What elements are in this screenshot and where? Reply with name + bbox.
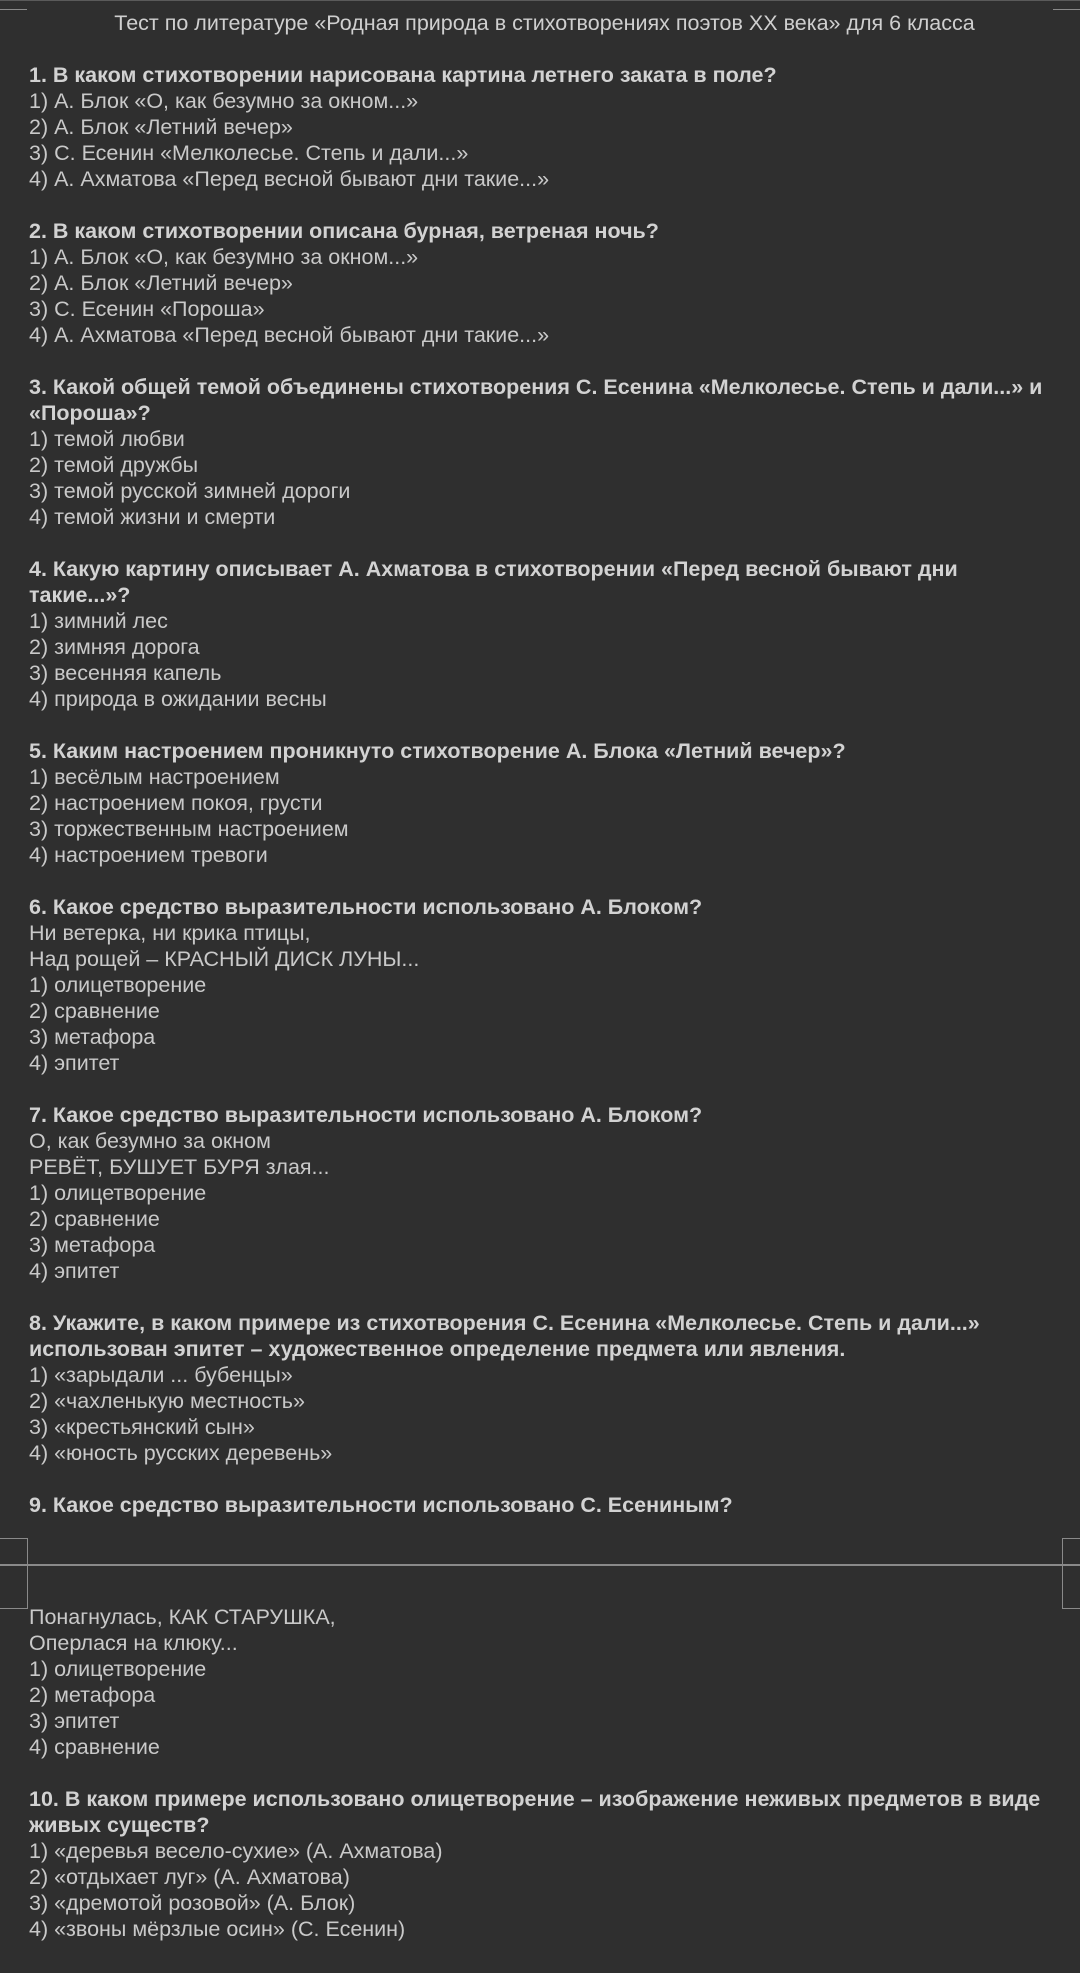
crop-mark	[0, 1566, 28, 1609]
question-heading: 1. В каком стихотворении нарисована картина летнего заката в поле?	[29, 63, 777, 87]
question-4	[29, 556, 1060, 712]
question-2	[29, 218, 1060, 348]
answer-option: 1) олицетворение	[29, 973, 207, 997]
answer-option: 2) «чахленькую местность»	[29, 1389, 305, 1413]
answer-option: 2) зимняя дорога	[29, 635, 200, 659]
answer-option: 4) темой жизни и смерти	[29, 505, 276, 529]
crop-mark	[0, 1, 27, 10]
quote-line: Ни ветерка, ни крика птицы,	[29, 921, 311, 945]
answer-option: 3) метафора	[29, 1233, 156, 1257]
answer-options	[29, 1656, 1060, 1760]
quote-line: Над рощей – КРАСНЫЙ ДИСК ЛУНЫ...	[29, 947, 420, 971]
answer-option: 3) «дремотой розовой» (А. Блок)	[29, 1891, 356, 1915]
answer-option: 2) темой дружбы	[29, 453, 199, 477]
question-heading: 6. Какое средство выразительности использовано А. Блоком?	[29, 895, 703, 919]
answer-option: 2) А. Блок «Летний вечер»	[29, 115, 293, 139]
crop-mark	[1062, 1566, 1080, 1609]
quote-line: О, как безумно за окном	[29, 1129, 271, 1153]
document-title: Тест по литературе «Родная природа в стихотворениях поэтов XX века» для 6 класса	[114, 11, 975, 35]
answer-option: 2) сравнение	[29, 1207, 160, 1231]
question-10	[29, 1786, 1060, 1942]
answer-option: 4) А. Ахматова «Перед весной бывают дни такие...»	[29, 323, 550, 347]
question-9	[29, 1492, 1060, 1518]
answer-option: 1) весёлым настроением	[29, 765, 280, 789]
question-heading: 7. Какое средство выразительности использовано А. Блоком?	[29, 1103, 703, 1127]
question-6	[29, 894, 1060, 1076]
answer-option: 1) зимний лес	[29, 609, 168, 633]
answer-option: 3) метафора	[29, 1025, 156, 1049]
quote-line: РЕВЁТ, БУШУЕТ БУРЯ злая...	[29, 1155, 330, 1179]
answer-option: 2) настроением покоя, грусти	[29, 791, 323, 815]
answer-option: 4) сравнение	[29, 1735, 160, 1759]
question-heading: 8. Укажите, в каком примере из стихотворения С. Есенина «Мелколесье. Степь и дали...» использован эпитет – художественное определение предмета или явления.	[29, 1311, 980, 1361]
answer-option: 1) «деревья весело-сухие» (А. Ахматова)	[29, 1839, 443, 1863]
question-heading: 5. Каким настроением проникнуто стихотворение А. Блока «Летний вечер»?	[29, 739, 846, 763]
quote-line: Оперлася на клюку...	[29, 1631, 238, 1655]
answer-option: 2) А. Блок «Летний вечер»	[29, 271, 293, 295]
answer-option: 1) олицетворение	[29, 1181, 207, 1205]
question-heading: 10. В каком примере использовано олицетворение – изображение неживых предметов в виде живых существ?	[29, 1787, 1041, 1837]
question-heading: 9. Какое средство выразительности использовано С. Есениным?	[29, 1493, 733, 1517]
answer-option: 2) «отдыхает луг» (А. Ахматова)	[29, 1865, 350, 1889]
quote	[29, 1604, 1060, 1656]
question-5	[29, 738, 1060, 868]
answer-option: 4) «звоны мёрзлые осин» (С. Есенин)	[29, 1917, 406, 1941]
document-content	[29, 1, 1060, 1518]
answer-option: 4) А. Ахматова «Перед весной бывают дни такие...»	[29, 167, 550, 191]
question-8	[29, 1310, 1060, 1466]
answer-option: 1) А. Блок «О, как безумно за окном...»	[29, 89, 419, 113]
answer-option: 3) С. Есенин «Пороша»	[29, 297, 265, 321]
document-content-continued	[29, 1604, 1060, 1942]
answer-option: 3) темой русской зимней дороги	[29, 479, 351, 503]
question-heading: 3. Какой общей темой объединены стихотворения С. Есенина «Мелколесье. Степь и дали...» и «Пороша»?	[29, 375, 1043, 425]
quote-line: Понагнулась, КАК СТАРУШКА,	[29, 1605, 336, 1629]
document-page-2	[0, 1566, 1080, 1973]
answer-option: 3) весенняя капель	[29, 661, 222, 685]
question-1	[29, 62, 1060, 192]
answer-option: 2) метафора	[29, 1683, 156, 1707]
answer-option: 3) торжественным настроением	[29, 817, 349, 841]
question-list	[29, 62, 1060, 1466]
answer-option: 1) олицетворение	[29, 1657, 207, 1681]
question-heading: 4. Какую картину описывает А. Ахматова в стихотворении «Перед весной бывают дни такие...»?	[29, 557, 958, 607]
answer-option: 3) «крестьянский сын»	[29, 1415, 255, 1439]
answer-option: 1) темой любви	[29, 427, 185, 451]
question-7	[29, 1102, 1060, 1284]
answer-option: 2) сравнение	[29, 999, 160, 1023]
question-3	[29, 374, 1060, 530]
answer-option: 3) С. Есенин «Мелколесье. Степь и дали...»	[29, 141, 469, 165]
answer-option: 4) эпитет	[29, 1259, 120, 1283]
answer-option: 4) эпитет	[29, 1051, 120, 1075]
answer-option: 1) А. Блок «О, как безумно за окном...»	[29, 245, 419, 269]
crop-mark	[0, 1538, 28, 1566]
answer-option: 4) настроением тревоги	[29, 843, 268, 867]
answer-option: 4) природа в ожидании весны	[29, 687, 327, 711]
answer-option: 4) «юность русских деревень»	[29, 1441, 333, 1465]
question-heading: 2. В каком стихотворении описана бурная, ветреная ночь?	[29, 219, 659, 243]
crop-mark	[1062, 1538, 1080, 1566]
answer-option: 1) «зарыдали ... бубенцы»	[29, 1363, 293, 1387]
answer-option: 3) эпитет	[29, 1709, 120, 1733]
